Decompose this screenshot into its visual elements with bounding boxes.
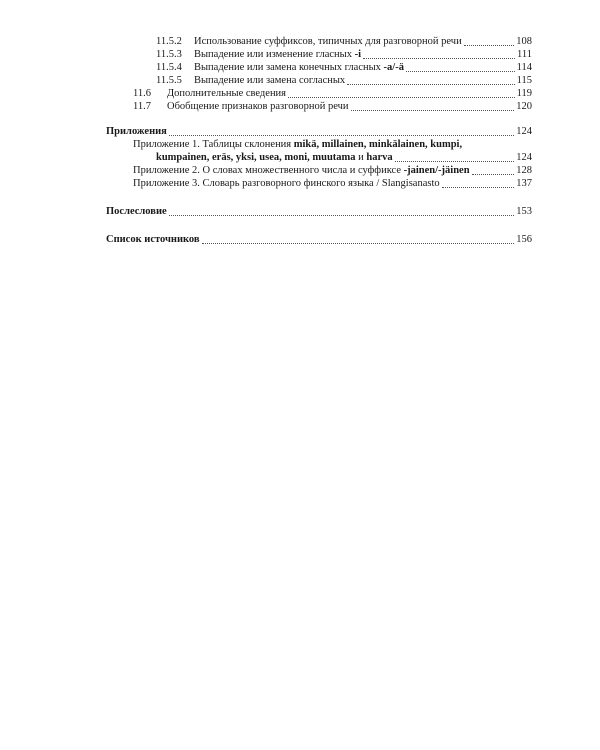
toc-entry-title-bold: harva <box>366 152 393 163</box>
toc-entry-11-6[interactable] <box>106 87 532 100</box>
toc-entry-title-text: Выпадение или изменение гласных <box>194 49 355 60</box>
toc-entry-title-bold: -i <box>354 49 361 60</box>
toc-entry-number: 11.5.4 <box>156 62 182 73</box>
toc-entry-page: 137 <box>516 178 532 189</box>
toc-entry-appendix-3[interactable] <box>106 177 532 190</box>
toc-leader-dots <box>363 50 515 59</box>
toc-entry-page: 120 <box>516 101 532 112</box>
toc-entry-page: 156 <box>516 234 532 245</box>
toc-entry-number: 11.6 <box>133 88 151 99</box>
toc-leader-dots <box>347 76 514 85</box>
toc-entry-title: Использование суффиксов, типичных для разговорной речи <box>194 36 462 47</box>
toc-leader-dots <box>464 37 515 46</box>
toc-entry-appendix-1-line-2[interactable] <box>106 151 532 164</box>
toc-entry-page: 124 <box>516 152 532 163</box>
toc-entry-11-7[interactable] <box>106 100 532 113</box>
toc-entry-11-5-4[interactable] <box>106 61 532 74</box>
toc-entry-title: Выпадение или замена согласных <box>194 75 346 86</box>
toc-entry-title <box>133 164 470 177</box>
toc-entry-page: 114 <box>516 62 532 73</box>
toc-entry-title: Послесловие <box>106 206 167 217</box>
toc-entry-page: 108 <box>516 36 532 47</box>
toc-entry-11-5-3[interactable] <box>106 48 532 61</box>
toc-leader-dots <box>472 166 515 175</box>
toc-leader-dots <box>395 153 515 162</box>
toc-entry-number: 11.5.3 <box>156 49 182 60</box>
toc-entry-page: 124 <box>516 126 532 137</box>
toc-entry-afterword[interactable] <box>106 205 532 218</box>
toc-entry-title <box>156 151 393 164</box>
toc-entry-title <box>194 61 404 74</box>
toc-entry-number: 11.7 <box>133 101 151 112</box>
toc-entry-title-text: Выпадение или замена конечных гласных <box>194 62 384 73</box>
toc-leader-dots <box>406 63 515 72</box>
toc-entry-page: 119 <box>516 88 532 99</box>
toc-leader-dots <box>288 89 515 98</box>
toc-entry-title-bold: -a/-ä <box>383 62 404 73</box>
toc-entry-page: 115 <box>516 75 532 86</box>
toc-entry-sources[interactable] <box>106 233 532 246</box>
toc-entry-title-bold: kumpainen, eräs, yksi, usea, moni, muutama <box>156 152 356 163</box>
toc-entry-title: Дополнительные сведения <box>167 88 287 99</box>
toc-entry-11-5-5[interactable] <box>106 74 532 87</box>
toc-entry-title: Приложения <box>106 126 167 137</box>
toc-entry-title-bold: -jainen/-jäinen <box>403 165 470 176</box>
toc-entry-title: Обобщение признаков разговорной речи <box>167 101 349 112</box>
toc-entry-title <box>133 138 462 151</box>
spacer <box>106 190 532 205</box>
toc-entry-appendix-2[interactable] <box>106 164 532 177</box>
toc-entry-page: 111 <box>517 49 532 60</box>
toc-entry-title <box>194 48 361 61</box>
toc-entry-title: Список источников <box>106 234 200 245</box>
toc-leader-dots <box>169 127 514 136</box>
toc-leader-dots <box>442 179 515 188</box>
toc-entry-title-text: Приложение 1. Таблицы склонения <box>133 139 294 150</box>
toc-leader-dots <box>351 102 515 111</box>
toc-entry-appendix-1-line-1[interactable] <box>106 138 532 151</box>
toc-entry-title: Приложение 3. Словарь разговорного финского языка / Slangisanasto <box>133 178 440 189</box>
toc-entry-appendices[interactable] <box>106 125 532 138</box>
toc-entry-title-text: Приложение 2. О словах множественного числа и суффиксе <box>133 165 404 176</box>
toc-entry-page: 153 <box>516 206 532 217</box>
spacer <box>106 218 532 233</box>
toc-entry-title-text: и <box>355 152 367 163</box>
toc-leader-dots <box>202 235 515 244</box>
toc-leader-dots <box>169 207 515 216</box>
toc-entry-number: 11.5.2 <box>156 36 182 47</box>
toc-entry-title-bold: mikä, millainen, minkälainen, kumpi, <box>293 139 463 150</box>
toc-entry-11-5-2[interactable] <box>106 35 532 48</box>
toc-entry-page: 128 <box>516 165 532 176</box>
table-of-contents <box>106 35 532 246</box>
toc-entry-number: 11.5.5 <box>156 75 182 86</box>
spacer <box>106 113 532 125</box>
